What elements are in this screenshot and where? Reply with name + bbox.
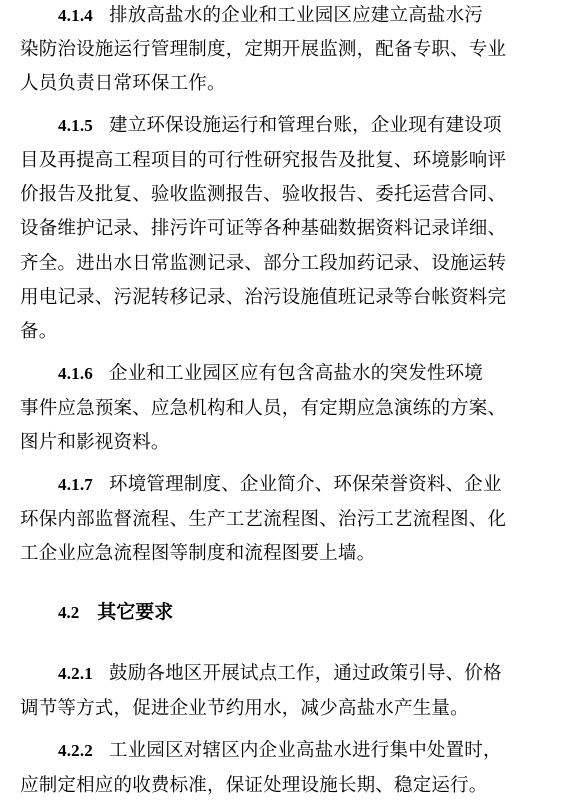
clause-4-2-2-line-1 xyxy=(58,735,568,767)
clause-text: 环境管理制度、企业简介、环保荣誉资料、企业 xyxy=(109,474,502,495)
clause-4-2-2-line-2: 应制定相应的收费标准，保证处理设施长期、稳定运行。 xyxy=(20,775,488,796)
clause-4-1-4-line-2: 染防治设施运行管理制度，定期开展监测，配备专职、专业 xyxy=(20,39,507,60)
section-number: 4.2 xyxy=(58,603,80,622)
section-title: 其它要求 xyxy=(97,601,174,623)
clause-4-2-1-line-1 xyxy=(58,658,568,690)
clause-text: 排放高盐水的企业和工业园区应建立高盐水污 xyxy=(109,5,484,26)
clause-4-1-7-line-3: 工企业应急流程图等制度和流程图要上墙。 xyxy=(20,543,376,564)
clause-4-1-4-line-1 xyxy=(58,0,568,32)
clause-4-2-1-line-2: 调节等方式，促进企业节约用水，减少高盐水产生量。 xyxy=(20,698,469,719)
clause-4-1-7-line-1 xyxy=(58,469,568,501)
clause-4-1-5-line-5: 齐全。进出水日常监测记录、部分工段加药记录、设施运转 xyxy=(20,253,507,274)
clause-number: 4.1.7 xyxy=(58,475,93,494)
clause-4-1-6-line-3: 图片和影视资料。 xyxy=(20,432,170,453)
clause-4-1-5-line-1 xyxy=(58,110,568,142)
clause-number: 4.2.2 xyxy=(58,741,93,760)
clause-number: 4.1.4 xyxy=(58,6,93,25)
clause-4-1-5-line-6: 用电记录、污泥转移记录、治污设施值班记录等台帐资料完 xyxy=(20,287,507,308)
clause-4-1-5-line-3: 价报告及批复、验收监测报告、验收报告、委托运营合同、 xyxy=(20,184,507,205)
clause-text: 企业和工业园区应有包含高盐水的突发性环境 xyxy=(109,363,484,384)
clause-4-1-5-line-2: 目及再提高工程项目的可行性研究报告及批复、环境影响评 xyxy=(20,150,507,171)
clause-4-1-6-line-1 xyxy=(58,358,568,390)
clause-number: 4.1.5 xyxy=(58,116,93,135)
clause-text: 鼓励各地区开展试点工作，通过政策引导、价格 xyxy=(109,663,502,684)
clause-4-1-6-line-2: 事件应急预案、应急机构和人员，有定期应急演练的方案、 xyxy=(20,398,507,419)
clause-number: 4.2.1 xyxy=(58,664,93,683)
clause-4-1-7-line-2: 环保内部监督流程、生产工艺流程图、治污工艺流程图、化 xyxy=(20,509,507,530)
clause-number: 4.1.6 xyxy=(58,364,93,383)
clause-4-1-4-line-3: 人员负责日常环保工作。 xyxy=(20,73,226,94)
clause-text: 工业园区对辖区内企业高盐水进行集中处置时， xyxy=(109,740,502,761)
clause-4-1-5-line-4: 设备维护记录、排污许可证等各种基础数据资料记录详细、 xyxy=(20,218,507,239)
clause-4-1-5-line-7: 备。 xyxy=(20,321,58,342)
clause-text: 建立环保设施运行和管理台账，企业现有建设项 xyxy=(109,115,502,136)
section-heading-4-2 xyxy=(58,596,173,628)
